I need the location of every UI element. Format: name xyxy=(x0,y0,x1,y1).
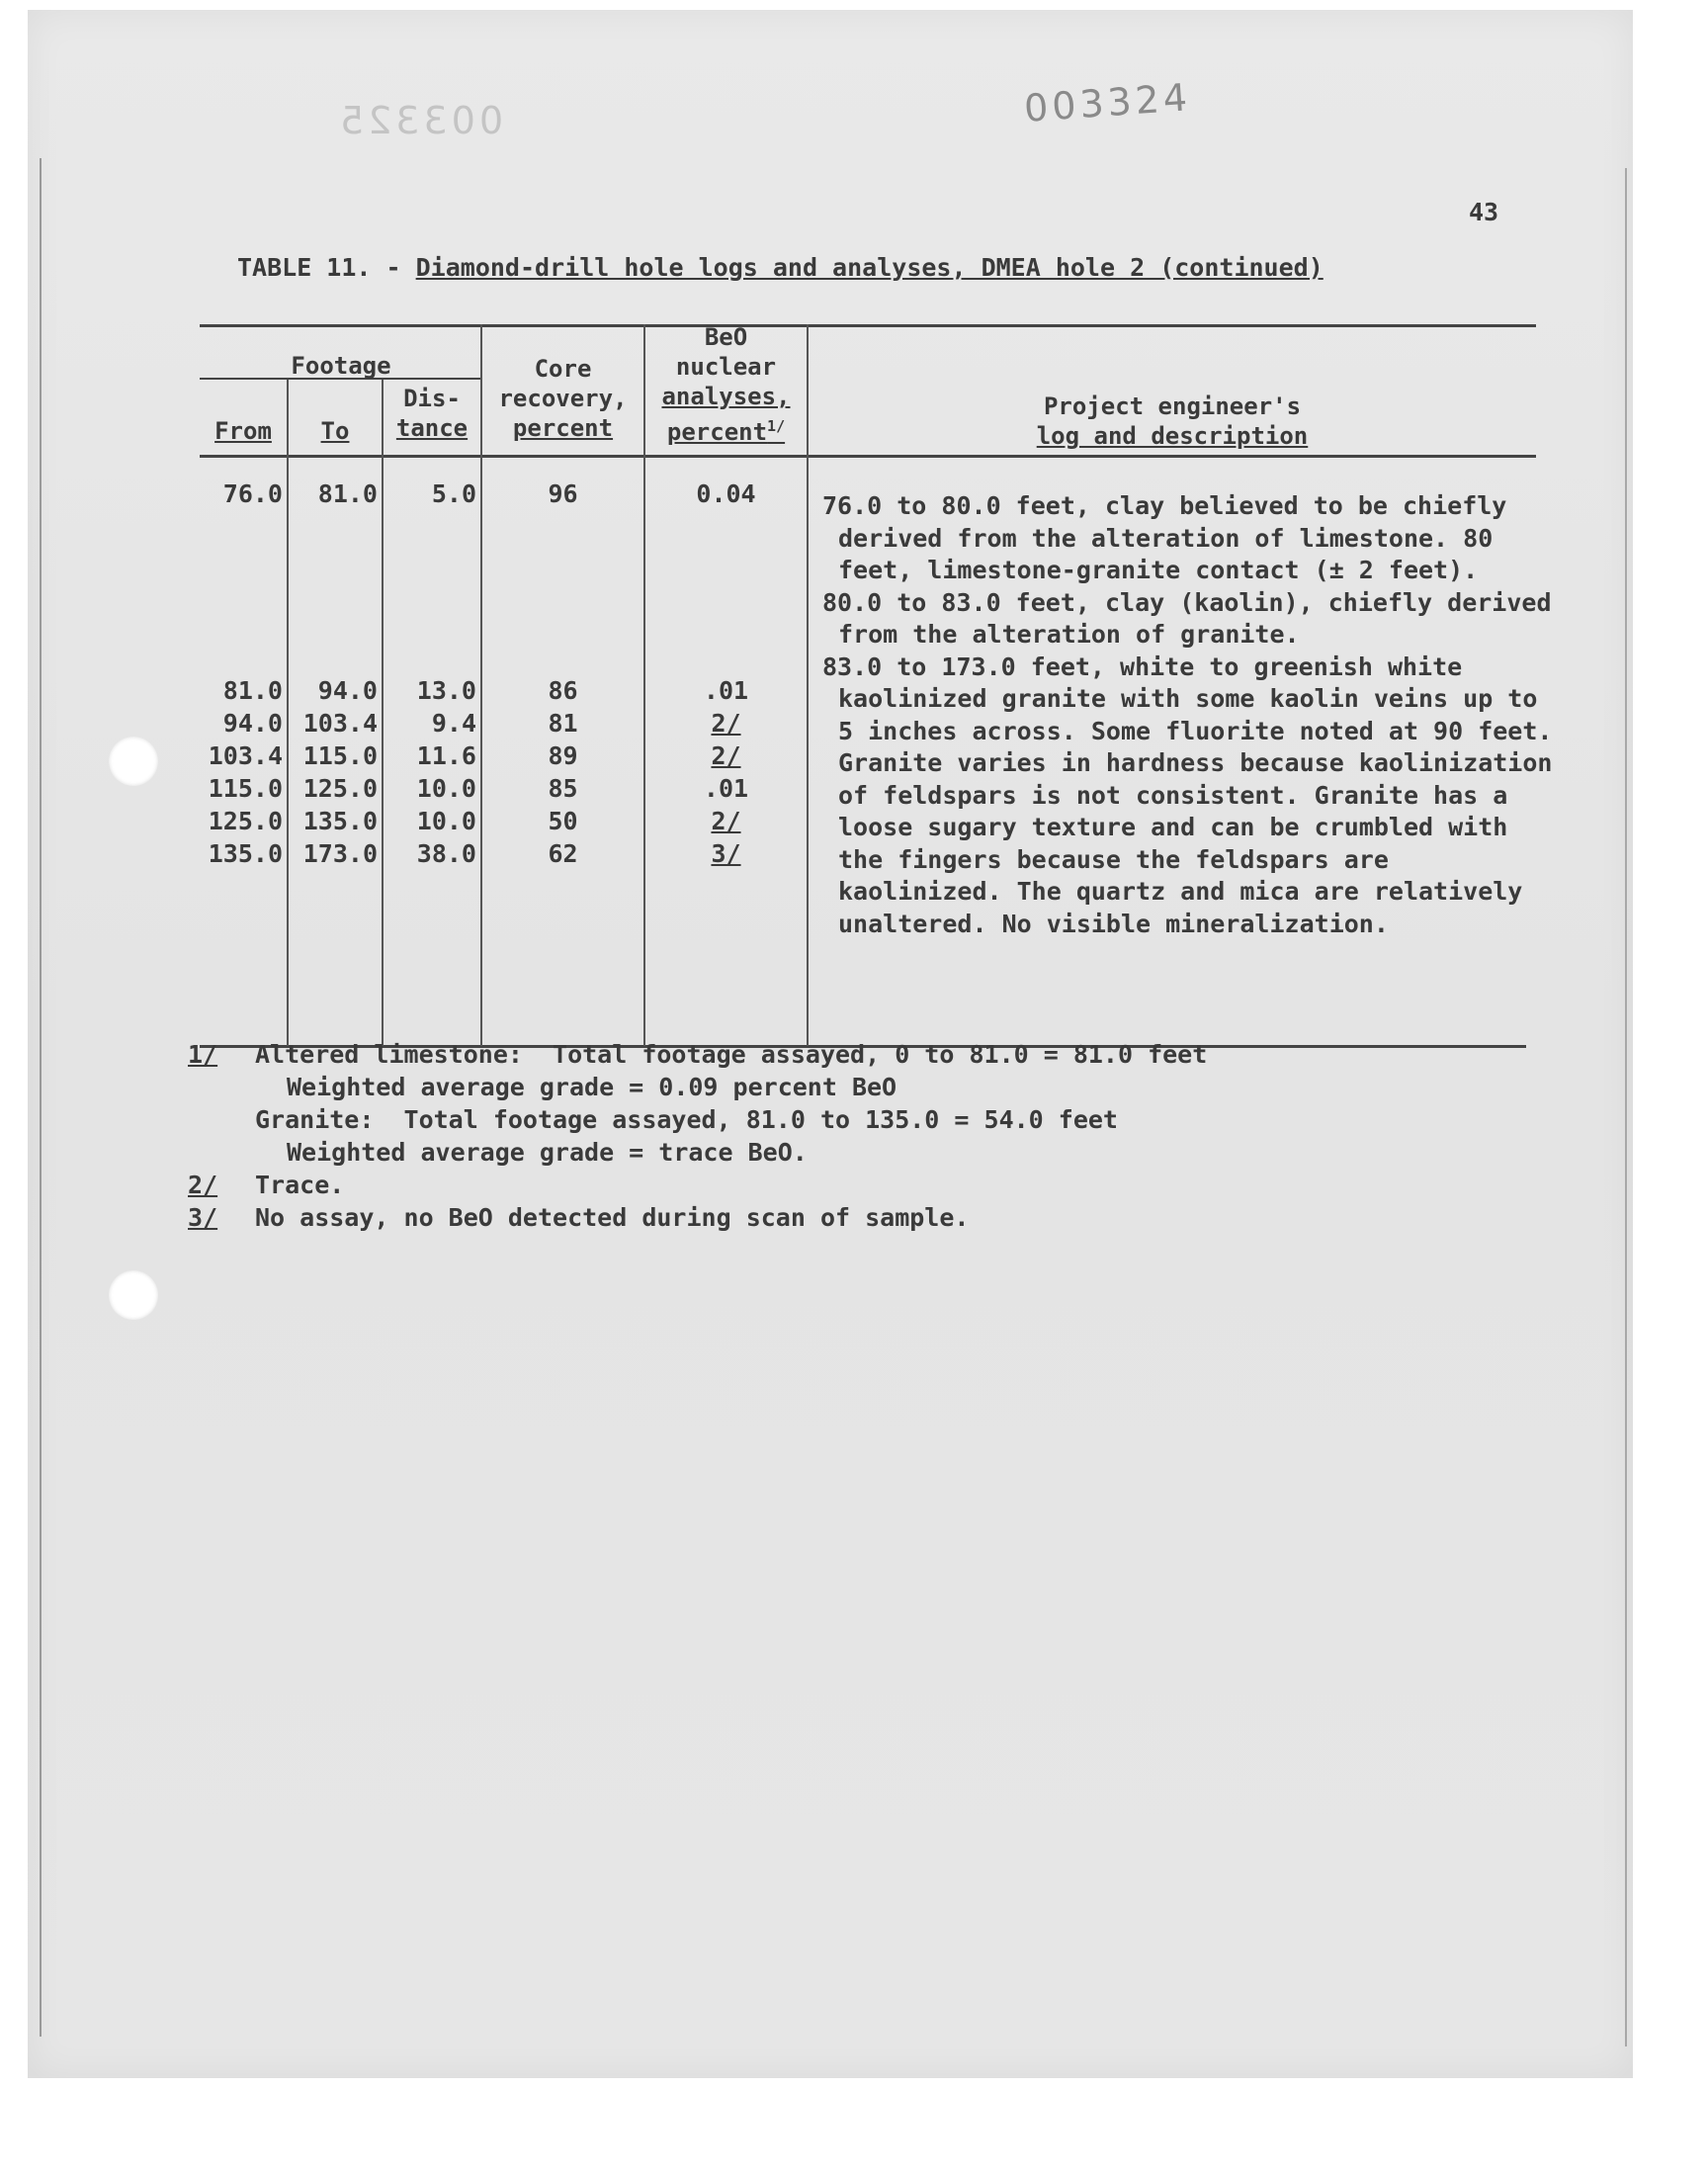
cell-beo: 2/ xyxy=(711,709,741,738)
log-description-entry: 80.0 to 83.0 feet, clay (kaolin), chiefly derived from the alteration of granite. xyxy=(822,587,1552,649)
cell-to: 94.0 xyxy=(317,676,378,705)
footnote-marker: 3/ xyxy=(188,1203,218,1232)
cell-from: 115.0 xyxy=(208,774,283,803)
cell-from: 103.4 xyxy=(208,741,283,770)
cell-distance: 10.0 xyxy=(416,774,476,803)
log-description-entry: 83.0 to 173.0 feet, white to greenish white kaolinized granite with some kaolin veins up to 5 inches across. Some fluorite noted at 90 feet. Granite varies in hardness because kaolinization of feldspars is not consistent. Granite has a loose sugary texture and can be crumbled with the fingers because the feldspars are kaolinized. The quartz and mica are relatively unaltered. No visible mineralization. xyxy=(822,652,1553,938)
header-log-description: Project engineer's log and description xyxy=(1036,392,1309,450)
cell-to: 135.0 xyxy=(302,807,378,835)
cell-beo: 0.04 xyxy=(696,479,756,508)
log-description-column xyxy=(822,490,1554,940)
bleedthrough-stamp: 003325 xyxy=(336,99,504,142)
footnote-marker: 1/ xyxy=(188,1040,218,1069)
header-beo-analyses: BeO nuclear analyses, percent$^{1/}$ xyxy=(661,323,791,446)
cell-to: 103.4 xyxy=(302,709,378,738)
cell-core: 50 xyxy=(548,807,578,835)
cell-distance: 38.0 xyxy=(416,839,476,868)
cell-to: 115.0 xyxy=(302,741,378,770)
cell-from: 94.0 xyxy=(222,709,283,738)
table-top-rule xyxy=(200,324,1536,327)
header-from: From xyxy=(214,417,272,445)
cell-beo: 2/ xyxy=(711,741,741,770)
footnote-1: 1/ Altered limestone: Total footage assayed, 0 to 81.0 = 81.0 feet Weighted average grade = 0.09 percent BeO Granite: Total footage assayed, 81.0 to 135.0 = 54.0 feet Weighted average grade = trace BeO. xyxy=(188,1040,1208,1167)
cell-core: 85 xyxy=(548,774,578,803)
cell-beo: 2/ xyxy=(711,807,741,835)
cell-distance: 9.4 xyxy=(431,709,476,738)
header-bottom-rule xyxy=(200,455,1536,458)
cell-distance: 13.0 xyxy=(416,676,476,705)
punch-hole-bottom xyxy=(109,1270,158,1320)
cell-to: 125.0 xyxy=(302,774,378,803)
cell-to: 81.0 xyxy=(317,479,378,508)
page-number: 43 xyxy=(1469,198,1499,226)
cell-core: 89 xyxy=(548,741,578,770)
table-title-prefix: TABLE 11. - xyxy=(237,253,416,282)
cell-from: 81.0 xyxy=(222,676,283,705)
log-description-entry: 76.0 to 80.0 feet, clay believed to be chiefly derived from the alteration of limestone. 80 feet, limestone-granite contact (± 2 feet). xyxy=(822,491,1507,584)
header-footage: Footage xyxy=(291,352,391,380)
header-to: To xyxy=(320,417,350,445)
table-title xyxy=(237,253,1324,282)
punch-hole-top xyxy=(109,737,158,786)
cell-from: 125.0 xyxy=(208,807,283,835)
cell-to: 173.0 xyxy=(302,839,378,868)
cell-beo: 3/ xyxy=(711,839,741,868)
header-distance: Dis- tance xyxy=(395,385,469,442)
cell-from: 135.0 xyxy=(208,839,283,868)
page-edge-left xyxy=(40,158,42,2037)
cell-from: 76.0 xyxy=(222,479,283,508)
document-number-stamp: 003324 xyxy=(1022,75,1193,130)
footnotes xyxy=(188,1038,1207,1234)
cell-core: 81 xyxy=(548,709,578,738)
cell-distance: 10.0 xyxy=(416,807,476,835)
cell-beo: .01 xyxy=(703,774,749,803)
header-beo-footnote-ref: 1/ xyxy=(767,417,786,435)
footnote-3: 3/ No assay, no BeO detected during scan of sample. xyxy=(188,1203,970,1232)
page-edge-right xyxy=(1625,168,1627,2046)
cell-core: 96 xyxy=(548,479,578,508)
cell-distance: 5.0 xyxy=(431,479,476,508)
footnote-marker: 2/ xyxy=(188,1171,218,1199)
cell-distance: 11.6 xyxy=(416,741,476,770)
cell-beo: .01 xyxy=(703,676,749,705)
header-core-recovery: Core recovery, percent xyxy=(498,355,628,442)
cell-core: 86 xyxy=(548,676,578,705)
cell-core: 62 xyxy=(548,839,578,868)
footnote-2: 2/ Trace. xyxy=(188,1171,345,1199)
table-title-caption: Diamond-drill hole logs and analyses, DMEA hole 2 (continued) xyxy=(415,253,1324,282)
